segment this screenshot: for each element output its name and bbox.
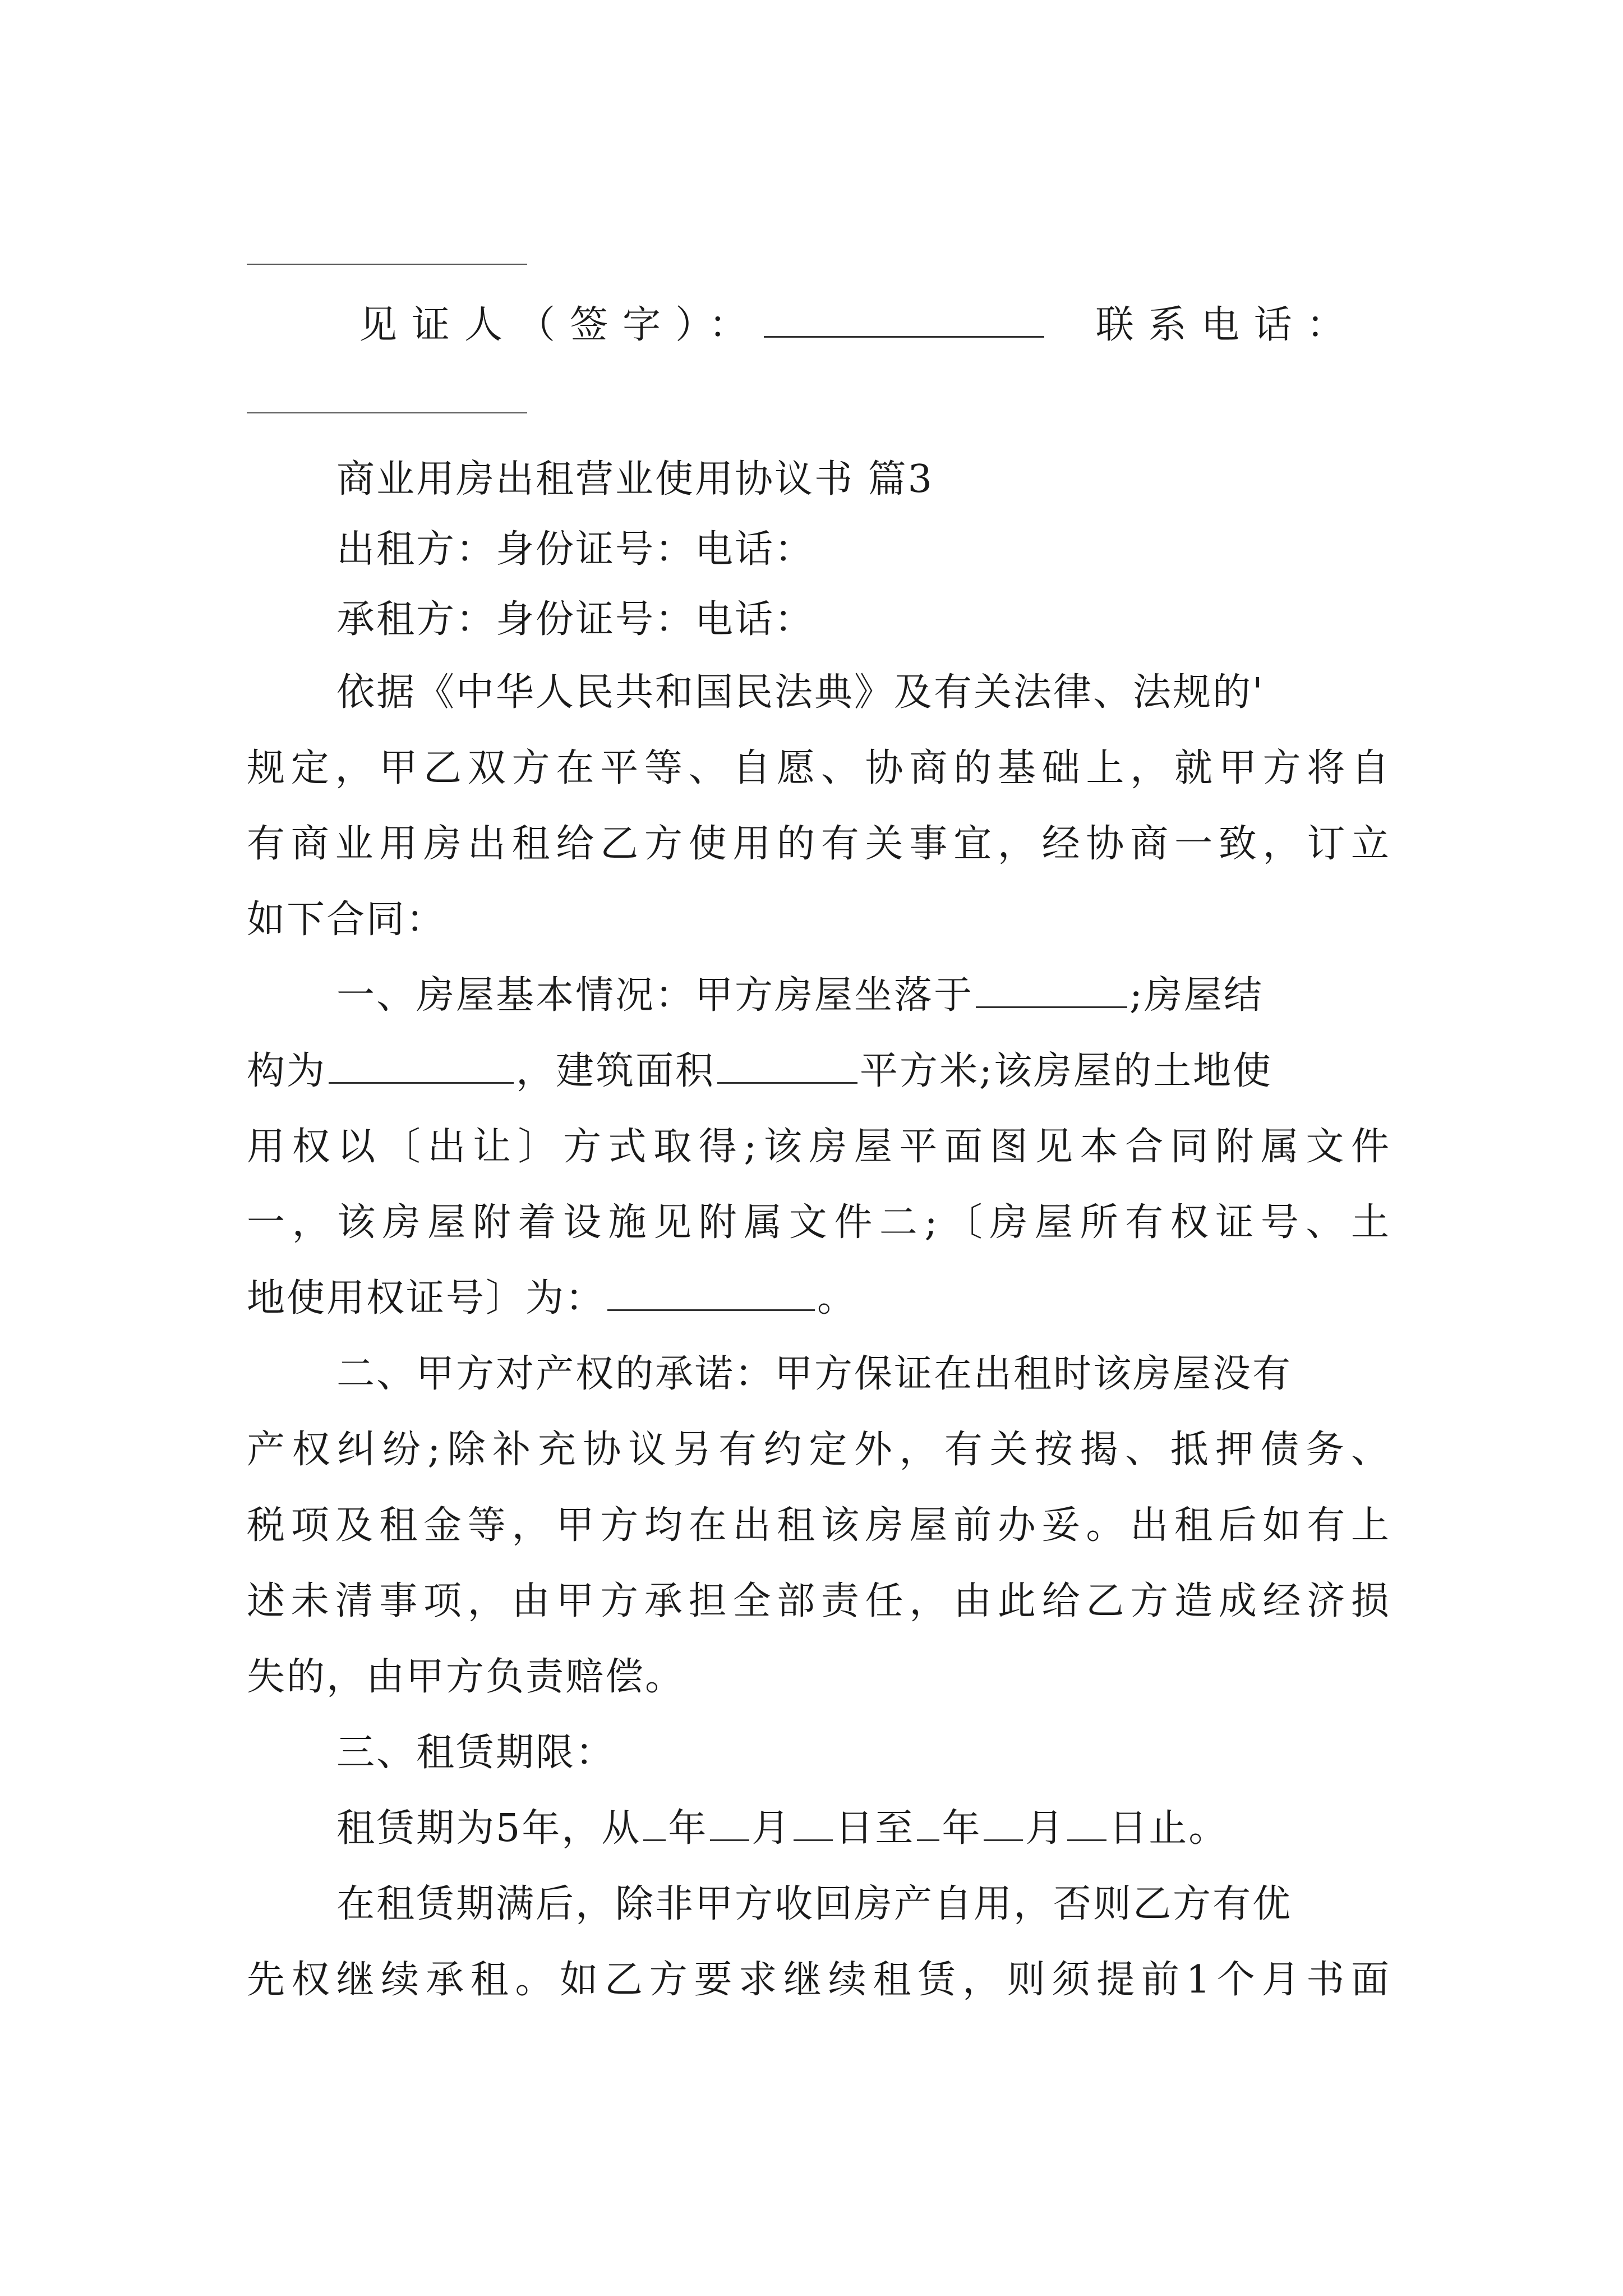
term-text: 月	[1025, 1806, 1066, 1851]
intro-line: 规定，甲乙双方在平等、自愿、协商的基础上，就甲方将自	[247, 746, 1391, 790]
term-text: 日止。	[1109, 1806, 1229, 1851]
clause1-text: 平方米;该房屋的土地使	[860, 1049, 1272, 1093]
term-text: 日至	[835, 1806, 915, 1851]
clause1-line: 一，该房屋附着设施见附属文件二;〔房屋所有权证号、土	[247, 1200, 1391, 1245]
structure-blank	[329, 1048, 514, 1084]
clause1-line	[247, 1043, 1391, 1099]
phone-underline	[247, 412, 527, 413]
clause2-line: 产权纠纷;除补充协议另有约定外，有关按揭、抵押债务、	[247, 1428, 1391, 1472]
clause1-text: ，建筑面积	[516, 1049, 716, 1093]
renewal-line: 先权继续承租。如乙方要求继续租赁，则须提前1个月书面	[247, 1958, 1391, 2002]
term-text: 租赁期为5年，从	[336, 1806, 642, 1851]
certificate-blank	[607, 1276, 815, 1311]
clause2-line: 述未清事项，由甲方承担全部责任，由此给乙方造成经济损	[247, 1579, 1391, 1623]
start-month-blank	[710, 1806, 749, 1841]
start-day-blank	[794, 1806, 833, 1841]
term-text: 年	[668, 1806, 708, 1851]
lease-term-line	[336, 1801, 1391, 1857]
clause1-text: 。	[817, 1276, 857, 1320]
term-text: 年	[942, 1806, 982, 1851]
clause1-line	[336, 968, 1391, 1024]
end-month-blank	[984, 1806, 1023, 1841]
area-blank	[717, 1048, 857, 1084]
start-year-blank	[643, 1806, 666, 1841]
document-title: 商业用房出租营业使用协议书 篇3	[336, 457, 934, 501]
renewal-line: 在租赁期满后，除非甲方收回房产自用，否则乙方有优	[336, 1882, 1293, 1926]
witness-signature-label: 见证人（签字）：	[359, 303, 762, 347]
clause1-line: 用权以〔出让〕方式取得;该房屋平面图见本合同附属文件	[247, 1125, 1391, 1169]
lessor-info: 出租方：身份证号：电话：	[336, 527, 815, 572]
witness-phone-label: 联系电话：	[1095, 303, 1359, 347]
clause3-heading: 三、租赁期限：	[336, 1731, 616, 1775]
intro-line: 有商业用房出租给乙方使用的有关事宜，经协商一致，订立	[247, 822, 1391, 866]
end-day-blank	[1067, 1806, 1106, 1841]
signature-underline-top	[247, 264, 527, 265]
intro-line: 依据《中华人民共和国民法典》及有关法律、法规的'	[336, 670, 1265, 715]
clause1-text: 构为	[247, 1049, 327, 1093]
clause1-text: ;房屋结	[1129, 973, 1264, 1018]
clause2-line: 二、甲方对产权的承诺：甲方保证在出租时该房屋没有	[336, 1352, 1293, 1396]
clause2-line: 税项及租金等，甲方均在出租该房屋前办妥。出租后如有上	[247, 1503, 1391, 1548]
term-text: 月	[751, 1806, 792, 1851]
witness-line	[359, 297, 1391, 353]
lessee-info: 承租方：身份证号：电话：	[336, 597, 815, 642]
clause1-text: 一、房屋基本情况：甲方房屋坐落于	[336, 973, 974, 1018]
clause2-line: 失的，由甲方负责赔偿。	[247, 1655, 685, 1699]
clause1-text: 地使用权证号〕为：	[247, 1276, 606, 1320]
intro-line: 如下合同：	[247, 898, 446, 942]
location-blank	[976, 973, 1127, 1008]
witness-signature-blank	[764, 302, 1044, 338]
clause1-line	[247, 1271, 1391, 1327]
end-year-blank	[917, 1806, 939, 1841]
